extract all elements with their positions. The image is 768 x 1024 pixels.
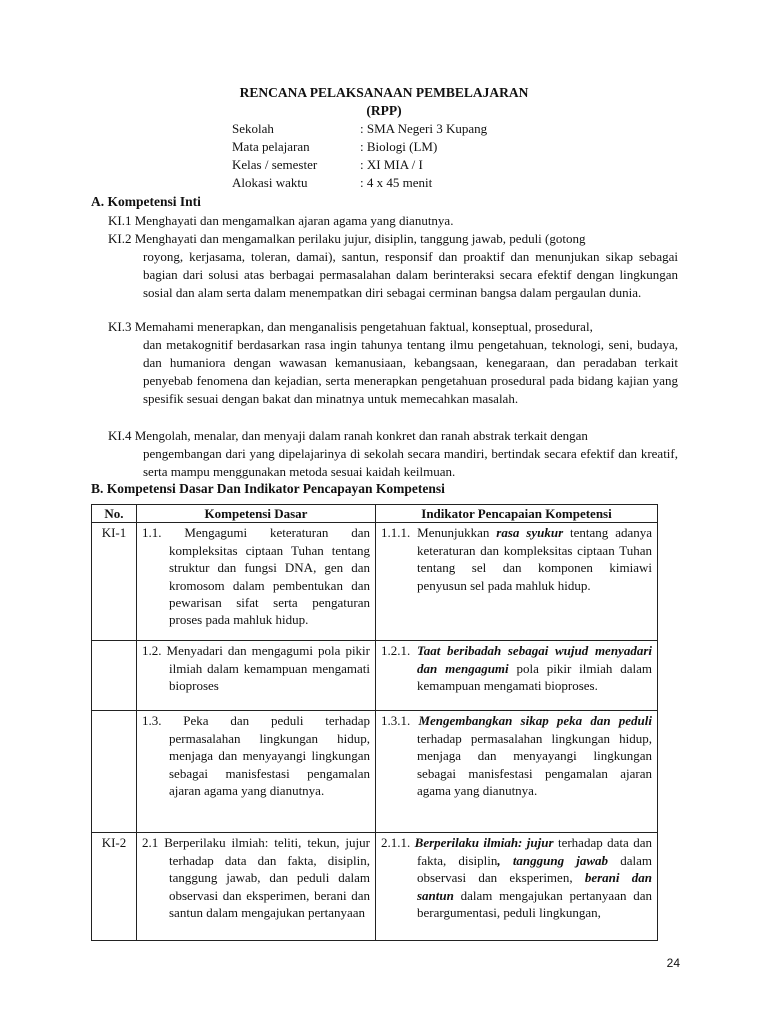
ki-text-continued: dan metakognitif berdasarkan rasa ingin tahunya tentang ilmu pengetahuan, teknologi, seni, budaya, dan humaniora dengan wawasan kemanusiaan, kebangsaan, kenegaraan, dan peradaban terkait penyebab fenomena dan kejadian, serta menerapkan pengetahuan prosedural pada bidang kajian yang spesifik sesuai dengan bakat dan minatnya untuk memecahkan masalah.	[143, 337, 678, 406]
ipk-segment: 2.1.1.	[381, 835, 415, 851]
table-row	[92, 523, 658, 641]
kd-text: 1.1. Mengagumi keteraturan dan kompleksitas ciptaan Tuhan tentang struktur dan fungsi DNA, gen dan kromosom dalam pembentukan dan pewarisan sifat serta pengaturan proses pada mahluk hidup.	[142, 525, 370, 628]
ki-2	[108, 230, 678, 302]
cell-indikator	[376, 641, 658, 711]
table-row	[92, 641, 658, 711]
identity-block	[232, 120, 487, 192]
ipk-segment: 1.2.1.	[381, 643, 417, 659]
meta-key: Alokasi waktu	[232, 175, 308, 190]
cell-kompetensi-dasar	[137, 523, 376, 641]
cell-no: KI-2	[92, 833, 137, 941]
ipk-segment: pola pikir ilmiah dalam kemampuan mengamati bioproses.	[417, 660, 652, 694]
document-title	[0, 84, 768, 120]
column-header-ipk: Indikator Pencapaian Kompetensi	[376, 505, 658, 523]
ipk-emphasis: Mengembangkan sikap peka dan peduli	[418, 713, 653, 729]
meta-row	[232, 120, 487, 138]
section-a-heading: A. Kompetensi Inti	[91, 194, 201, 209]
cell-kompetensi-dasar	[137, 641, 376, 711]
ipk-segment: terhadap permasalahan lingkungan hidup, menjaga dan menyayangi lingkungan sebagai manisfestasi pengamalan ajaran agama yang dianutnya.	[417, 730, 652, 799]
cell-indikator	[376, 523, 658, 641]
ki-text: KI.1 Menghayati dan mengamalkan ajaran agama yang dianutnya.	[108, 213, 454, 228]
ki-1	[108, 212, 678, 230]
meta-key: Mata pelajaran	[232, 139, 310, 154]
section-b-heading: B. Kompetensi Dasar Dan Indikator Pencapayan Kompetensi	[91, 481, 445, 496]
cell-indikator	[376, 833, 658, 941]
cell-indikator	[376, 711, 658, 833]
ki-text-continued: pengembangan dari yang dipelajarinya di sekolah secara mandiri, bertindak secara efektif dan kreatif, serta mampu menggunakan metoda sesuai kaidah keilmuan.	[143, 446, 678, 479]
meta-value: : SMA Negeri 3 Kupang	[360, 121, 488, 136]
ipk-segment: dalam mengajukan pertanyaan dan berargumentasi, peduli lingkungan,	[417, 887, 652, 921]
kd-text: 1.3. Peka dan peduli terhadap permasalahan lingkungan hidup, menjaga dan menyayangi lingkungan sebagai manisfestasi pengamalan ajaran agama yang dianutnya.	[142, 713, 370, 799]
meta-key: Sekolah	[232, 121, 274, 136]
cell-no: KI-1	[92, 523, 137, 641]
ipk-text	[381, 834, 652, 921]
ki-text: KI.4 Mengolah, menalar, dan menyaji dalam ranah konkret dan ranah abstrak terkait dengan	[108, 428, 588, 443]
ipk-segment: terhadap data dan fakta, disiplin	[417, 835, 652, 868]
meta-value: : Biologi (LM)	[360, 139, 438, 154]
column-header-kd: Kompetensi Dasar	[137, 505, 376, 523]
cell-no	[92, 641, 137, 711]
ki-3	[108, 318, 678, 408]
ipk-segment: tentang adanya keteraturan dan kompleksitas ciptaan Tuhan tentang sel dan komponen kimiawi penyusun sel pada mahluk hidup.	[417, 525, 653, 593]
title-line-1: RENCANA PELAKSANAAN PEMBELAJARAN	[239, 85, 529, 100]
ipk-text	[381, 524, 652, 594]
ipk-emphasis: , tanggung jawab	[497, 852, 609, 868]
meta-value: : 4 x 45 menit	[360, 175, 433, 190]
ki-4	[108, 427, 678, 481]
meta-key: Kelas / semester	[232, 157, 318, 172]
kd-text: 1.2. Menyadari dan mengagumi pola pikir ilmiah dalam kemampuan mengamati bioproses	[142, 643, 370, 694]
ipk-emphasis: rasa syukur	[496, 525, 564, 541]
meta-row	[232, 174, 487, 192]
ipk-segment: dalam observasi dan eksperimen,	[417, 852, 652, 886]
table-header-row	[92, 505, 658, 523]
ipk-segment: 1.3.1.	[381, 713, 419, 729]
ipk-segment: 1.1.1. Menunjukkan	[381, 525, 497, 541]
cell-kompetensi-dasar	[137, 711, 376, 833]
table-row	[92, 711, 658, 833]
ipk-text	[381, 712, 652, 799]
competency-table	[91, 504, 658, 941]
ipk-emphasis: Taat beribadah sebagai wujud menyadari dan mengagumi	[416, 643, 652, 676]
table-row	[92, 833, 658, 941]
cell-kompetensi-dasar	[137, 833, 376, 941]
meta-row	[232, 138, 487, 156]
ipk-emphasis: berani dan santun	[417, 870, 652, 903]
cell-no	[92, 711, 137, 833]
kd-text: 2.1 Berperilaku ilmiah: teliti, tekun, jujur terhadap data dan fakta, disiplin, tanggung jawab, dan peduli dalam observasi dan eksperimen, berani dan santun dalam mengajukan pertanyaan	[142, 835, 370, 921]
meta-row	[232, 156, 487, 174]
ki-text: KI.3 Memahami menerapkan, dan menganalisis pengetahuan faktual, konseptual, prosedural,	[108, 319, 593, 334]
column-header-no: No.	[92, 505, 137, 523]
ki-text-continued: royong, kerjasama, toleran, damai), santun, responsif dan proaktif dan menunjukan sikap sebagai bagian dari solusi atas berbagai permasalahan dalam berinteraksi secara efektif dengan lingkungan sosial dan alam serta dalam menempatkan diri sebagai cerminan bangsa dalam pergaulan dunia.	[143, 249, 678, 300]
ipk-emphasis: Berperilaku ilmiah: jujur	[414, 835, 554, 851]
ipk-text	[381, 642, 652, 694]
title-line-2: (RPP)	[366, 103, 402, 118]
meta-value: : XI MIA / I	[360, 157, 423, 172]
ki-text: KI.2 Menghayati dan mengamalkan perilaku jujur, disiplin, tanggung jawab, peduli (gotong	[108, 231, 586, 246]
page-number: 24	[666, 956, 680, 970]
